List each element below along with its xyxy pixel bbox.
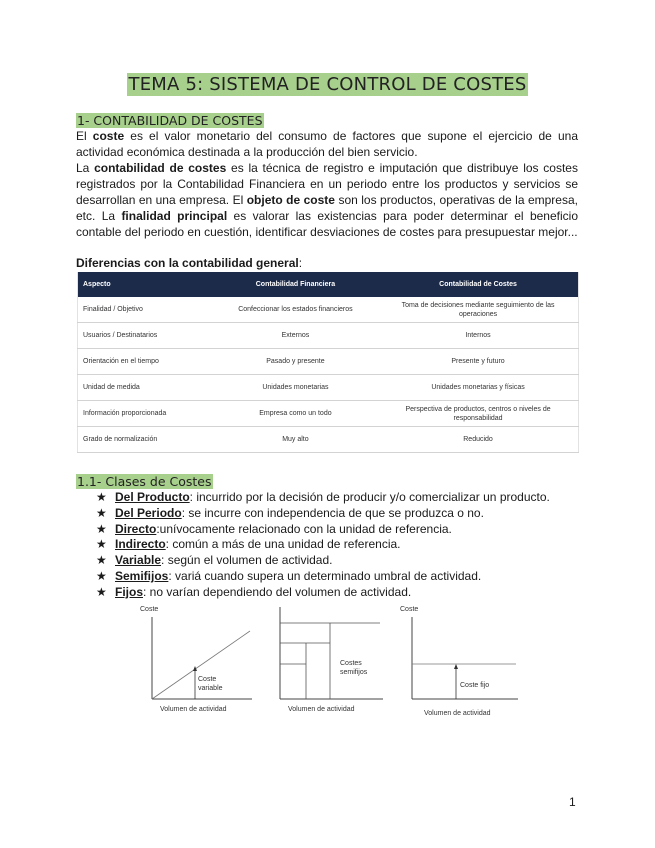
list-item	[96, 537, 550, 553]
y-axis-label: Coste	[140, 606, 159, 613]
text-run: es valorar las existencias para poder determinar el beneficio contable del periodo en cuestión, identificar desviaciones de costes para presupuestar mejor...	[76, 209, 578, 239]
differences-table	[77, 272, 579, 453]
variable-cost-diagram	[140, 603, 260, 718]
table-cell: Unidades monetarias	[213, 375, 378, 401]
table-cell: Información proporcionada	[78, 401, 213, 427]
table-cell: Unidad de medida	[78, 375, 213, 401]
text-run: son los productos, operativas de la empresa, etc. La	[76, 193, 578, 223]
list-item	[96, 506, 550, 522]
cost-description: : común a más de una unidad de referencia.	[165, 537, 401, 552]
cost-term: Indirecto	[115, 537, 166, 552]
table-cell: Presente y futuro	[378, 349, 578, 375]
variable-cost-label: variable	[198, 685, 223, 692]
cost-term: Semifijos	[115, 568, 169, 583]
table-header-row	[78, 272, 579, 297]
cost-term: Fijos	[115, 584, 144, 599]
table-cell: Externos	[213, 323, 378, 349]
table-cell: Empresa como un todo	[213, 401, 378, 427]
section-heading-contabilidad: 1- CONTABILIDAD DE COSTES	[77, 113, 263, 128]
variable-cost-label: Coste	[198, 676, 217, 683]
table-header-cell: Aspecto	[78, 272, 213, 297]
cost-description: : según el volumen de actividad.	[161, 553, 333, 568]
paragraph-contabilidad-costes	[76, 160, 578, 240]
table-cell: Confeccionar los estados financieros	[213, 297, 378, 323]
table-cell: Pasado y presente	[213, 349, 378, 375]
table-header-cell: Contabilidad Financiera	[213, 272, 378, 297]
table-cell: Perspectiva de productos, centros o niveles de responsabilidad	[378, 401, 578, 427]
text-run: La	[76, 161, 95, 175]
x-axis-label: Volumen de actividad	[288, 706, 355, 713]
cost-description: : no varían dependiendo del volumen de actividad.	[143, 584, 412, 599]
bold-term: objeto de coste	[246, 193, 335, 207]
table-header-cell: Contabilidad de Costes	[378, 272, 578, 297]
table-row	[78, 401, 579, 427]
table-cell: Muy alto	[213, 427, 378, 453]
table-cell: Reducido	[378, 427, 578, 453]
text-run: es la técnica de registro e imputación que distribuye los costes registrados por la Contabilidad Financiera en un periodo entre los productos y servicios se desarrollan en una empresa. El	[76, 161, 578, 207]
list-item	[96, 569, 550, 585]
fixed-cost-diagram	[400, 603, 530, 718]
cost-description: : se incurre con independencia de que se produzca o no.	[181, 505, 484, 520]
page-title: TEMA 5: SISTEMA DE CONTROL DE COSTES	[128, 74, 527, 95]
text-run: es el valor monetario del consumo de factores que supone el ejercicio de una actividad económica destinada a la producción del bien servicio.	[76, 129, 578, 159]
x-axis-label: Volumen de actividad	[160, 706, 227, 713]
star-icon: ★	[96, 490, 107, 504]
list-item	[96, 585, 550, 601]
semifixed-cost-diagram	[268, 603, 388, 718]
paragraph-coste	[76, 128, 578, 160]
arrow-head-icon	[454, 664, 458, 669]
table-row	[78, 323, 579, 349]
table-cell: Toma de decisiones mediante seguimiento de las operaciones	[378, 297, 578, 323]
star-icon: ★	[96, 584, 107, 599]
cost-description: : incurrido por la decisión de producir y/o comercializar un producto.	[189, 490, 550, 504]
text-run: El	[76, 129, 93, 143]
cost-description: :unívocamente relacionado con la unidad de referencia.	[156, 521, 452, 536]
star-icon: ★	[96, 521, 107, 536]
list-item	[96, 522, 550, 538]
semifixed-cost-label: semifijos	[340, 669, 368, 676]
fixed-cost-label: Coste fijo	[460, 682, 490, 689]
bold-term: contabilidad de costes	[94, 161, 227, 175]
table-row	[78, 375, 579, 401]
table-row	[78, 297, 579, 323]
table-cell: Internos	[378, 323, 578, 349]
cost-term: Variable	[115, 553, 162, 568]
star-icon: ★	[96, 505, 107, 520]
table-cell: Grado de normalización	[78, 427, 213, 453]
list-item	[96, 553, 550, 569]
cost-description: : variá cuando supera un determinado umbral de actividad.	[168, 568, 482, 583]
bold-term: finalidad principal	[121, 209, 228, 223]
bold-term: coste	[92, 129, 125, 143]
table-cell: Finalidad / Objetivo	[78, 297, 213, 323]
table-row	[78, 349, 579, 375]
table-cell: Orientación en el tiempo	[78, 349, 213, 375]
star-icon: ★	[96, 553, 107, 568]
list-item	[96, 490, 550, 506]
page-number: 1	[569, 795, 576, 809]
table-row	[78, 427, 579, 453]
differences-heading: Diferencias con la contabilidad general:	[76, 256, 303, 270]
table-cell: Usuarios / Destinatarios	[78, 323, 213, 349]
cost-classes-list	[96, 490, 550, 601]
y-axis-label: Coste	[400, 606, 419, 613]
star-icon: ★	[96, 537, 107, 552]
star-icon: ★	[96, 568, 107, 583]
cost-term: Del Producto	[115, 490, 190, 504]
semifixed-cost-label: Costes	[340, 660, 362, 667]
table-cell: Unidades monetarias y físicas	[378, 375, 578, 401]
cost-term: Del Periodo	[115, 505, 182, 520]
section-heading-clases: 1.1- Clases de Costes	[77, 474, 212, 489]
cost-term: Directo	[115, 521, 157, 536]
x-axis-label: Volumen de actividad	[424, 710, 491, 717]
